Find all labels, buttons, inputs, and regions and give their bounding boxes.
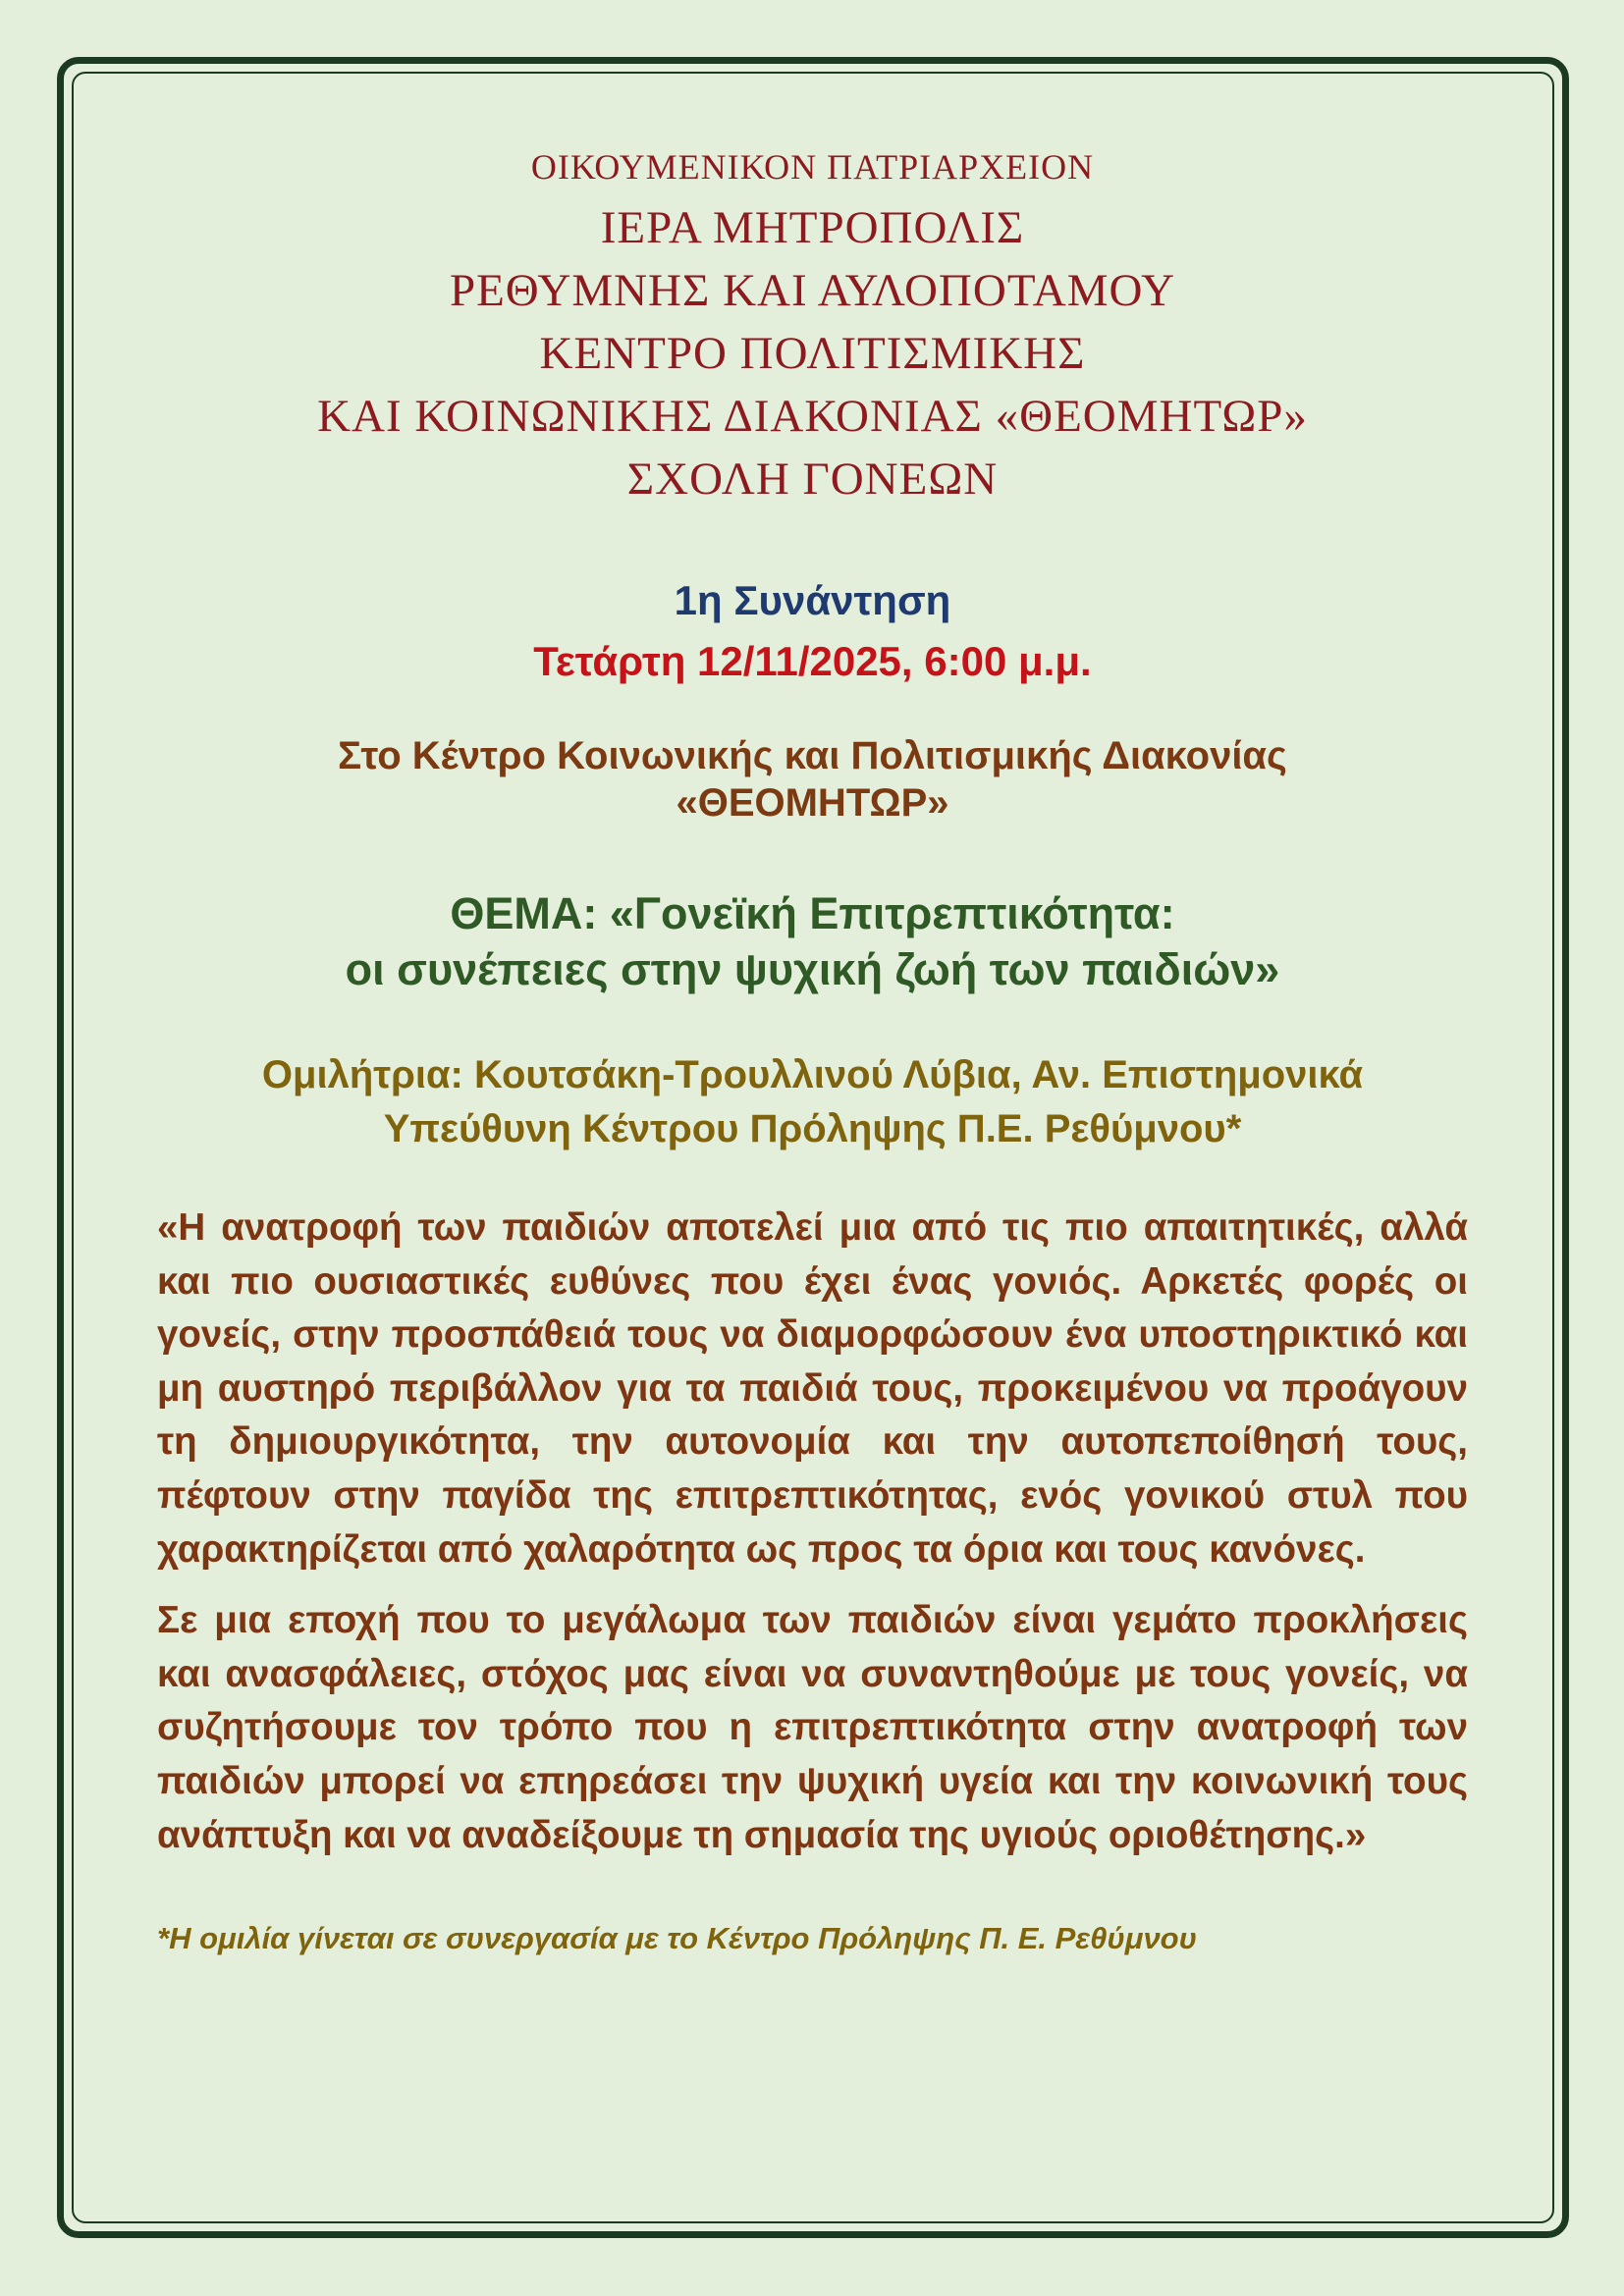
- speaker-info: [157, 1048, 1468, 1156]
- description-paragraph-2: Σε μια εποχή που το μεγάλωμα των παιδιών είναι γεμάτο προκλήσεις και ανασφάλειες, στόχος μας είναι να συναντηθούμε με τους γονείς, να συζητήσουμε τον τρόπο που η επιτρεπτικότητα στην ανατροφή των παιδιών μπορεί να επηρεάσει την ψυχική υγεία και την κοινωνική τους ανάπτυξη και να αναδείξουμε τη σημασία της υγιούς οριοθέτησης.»: [157, 1599, 1468, 1856]
- venue-line1: Στο Κέντρο Κοινωνικής και Πολιτισμικής Διακονίας: [338, 734, 1287, 777]
- patriarchate-title: ΟΙΚΟΥΜΕΝΙΚΟΝ ΠΑΤΡΙΑΡΧΕΙΟΝ: [530, 147, 1095, 187]
- school-title: ΣΧΟΛΗ ΓΟΝΕΩΝ: [626, 454, 999, 505]
- topic-line2: οι συνέπειες στην ψυχική ζωή των παιδιών»: [345, 944, 1280, 994]
- event-venue: [157, 732, 1468, 827]
- footnote: *Η ομιλία γίνεται σε συνεργασία με το Κέντρο Πρόληψης Π. Ε. Ρεθύμνου: [157, 1921, 1197, 1956]
- event-date: Τετάρτη 12/11/2025, 6:00 μ.μ.: [533, 638, 1092, 684]
- flyer-content: [157, 137, 1468, 1958]
- event-topic: [157, 885, 1468, 997]
- topic-line1: ΘΕΜΑ: «Γονεϊκή Επιτρεπτικότητα:: [450, 888, 1175, 938]
- meeting-number: 1η Συνάντηση: [674, 577, 951, 623]
- speaker-line2: Υπεύθυνη Κέντρου Πρόληψης Π.Ε. Ρεθύμνου*: [383, 1107, 1242, 1150]
- speaker-line1: Ομιλήτρια: Κουτσάκη-Τρουλλινού Λύβια, Αν. Επιστημονικά: [261, 1053, 1364, 1096]
- center-title-line1: ΚΕΝΤΡΟ ΠΟΛΙΤΙΣΜΙΚΗΣ: [539, 328, 1086, 379]
- metropolis-region: ΡΕΘΥΜΝΗΣ ΚΑΙ ΑΥΛΟΠΟΤΑΜΟΥ: [449, 265, 1176, 316]
- venue-line2: «ΘΕΟΜΗΤΩΡ»: [676, 781, 949, 825]
- header-block: [157, 137, 1468, 510]
- metropolis-title: ΙΕΡΑ ΜΗΤΡΟΠΟΛΙΣ: [600, 202, 1025, 253]
- description-paragraph-1: «Η ανατροφή των παιδιών αποτελεί μια από τις πιο απαιτητικές, αλλά και πιο ουσιαστικές ευθύνες που έχει ένας γονιός. Αρκετές φορές οι γονείς, στην προσπάθειά τους να διαμορφώσουν ένα υποστηρικτικό και μη αυστηρό περιβάλλον για τα παιδιά τους, προκειμένου να προάγουν τη δημιουργικότητα, την αυτονομία και την αυτοπεποίθησή τους, πέφτουν στην παγίδα της επιτρεπτικότητας, ενός γονικού στυλ που χαρακτηρίζεται από χαλαρότητα ως προς τα όρια και τους κανόνες.: [157, 1206, 1468, 1571]
- center-title-line2: ΚΑΙ ΚΟΙΝΩΝΙΚΗΣ ΔΙΑΚΟΝΙΑΣ «ΘΕΟΜΗΤΩΡ»: [317, 391, 1308, 442]
